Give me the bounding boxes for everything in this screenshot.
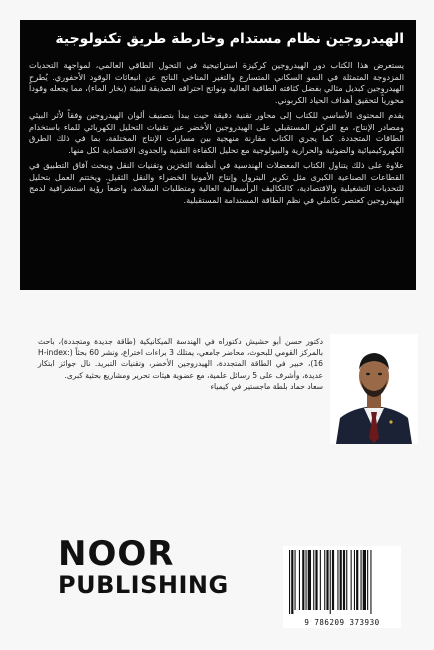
publisher-name-line2: PUBLISHING (58, 571, 229, 599)
publisher-name-line1: NOOR (58, 534, 175, 574)
author-bio-extra: سعاد حماد بلطة ماجستير في كيمياء (210, 381, 323, 391)
author-photo (330, 334, 418, 444)
description-paragraph: علاوة على ذلك يتناول الكتاب المعضلات الهندسية في أنظمة التخزين وتقنيات النقل ويبحث آفاق التطبيق في القطاعات الصناعية الكبرى مثل تكرير البترول وإنتاج الأمونيا الخضراء والنقل الثقيل. ويختتم العمل بتحليل للتحديات التشغيلية والاقتصادية، كالتكاليف الرأسمالية العالية ومتطلبات السلامة، واضعاً رؤية استشرافية لدمج الهيدروجين كعنصر تكاملي في نظم الطاقة المستدامة المستقبلية. (29, 160, 404, 205)
description-paragraph: يقدم المحتوى الأساسي للكتاب إلى محاور تقنية دقيقة حيث يبدأ بتصنيف ألوان الهيدروجين وفقاً لأثر البيئي ومصادر الإنتاج، مع التركيز المستقبلي على الهيدروجين الأخضر عبر تقنيات التحليل الكهربائي للماء باستخدام الطاقات المتجددة. كما يجري الكتاب مقارنة منهجية بين مسارات الإنتاج المختلفة، بما في ذلك الطرق الكهروكيميائية والضوئية والحرارية والبيولوجية مع تحليل الكفاءة التقنية والجدوى الاقتصادية لكل منها. (29, 110, 404, 155)
isbn-number: 9 786209 373930 (304, 618, 380, 627)
book-title: الهيدروجين نظام مستدام وخارطة طريق تكنولوجية (55, 31, 404, 47)
author-bio (38, 336, 323, 392)
author-bio-text: دكتور حسن أبو حشيش دكتوراه في الهندسة الميكانيكية (طاقة جديدة ومتجددة)، باحث بالمركز القومي للبحوث، محاضر جامعي، يمتلك 3 براءات اختراع، ونشر 60 بحثاً (H-index: 16)، خبير في الطاقة المتجددة، الهيدروجين الأخضر، وتقنيات التبريد. نال جوائز ابتكار عديدة، وأشرف على 5 رسائل علمية، مع عضوية هيئات تحرير ومشاريع بحثية كبرى. (38, 337, 323, 380)
isbn-barcode (283, 546, 401, 628)
book-description (29, 60, 404, 210)
barcode-icon (283, 546, 401, 616)
publisher-logo (58, 534, 238, 599)
description-paragraph: يستعرض هذا الكتاب دور الهيدروجين كركيزة استراتيجية في التحول الطاقي العالمي، لمواجهة التحديات المزدوجة المتمثلة في النمو السكاني المتسارع والتغير المناخي الناتج عن انبعاثات الوقود الأحفوري. يُطرح الهيدروجين كبديل مثالي بفضل كثافته الطاقية العالية ونواتج احتراقه الصديقة للبيئة (بخار الماء)، مما يجعله وقوداً محورياً لتحقيق أهداف الحياد الكربوني. (29, 60, 404, 105)
